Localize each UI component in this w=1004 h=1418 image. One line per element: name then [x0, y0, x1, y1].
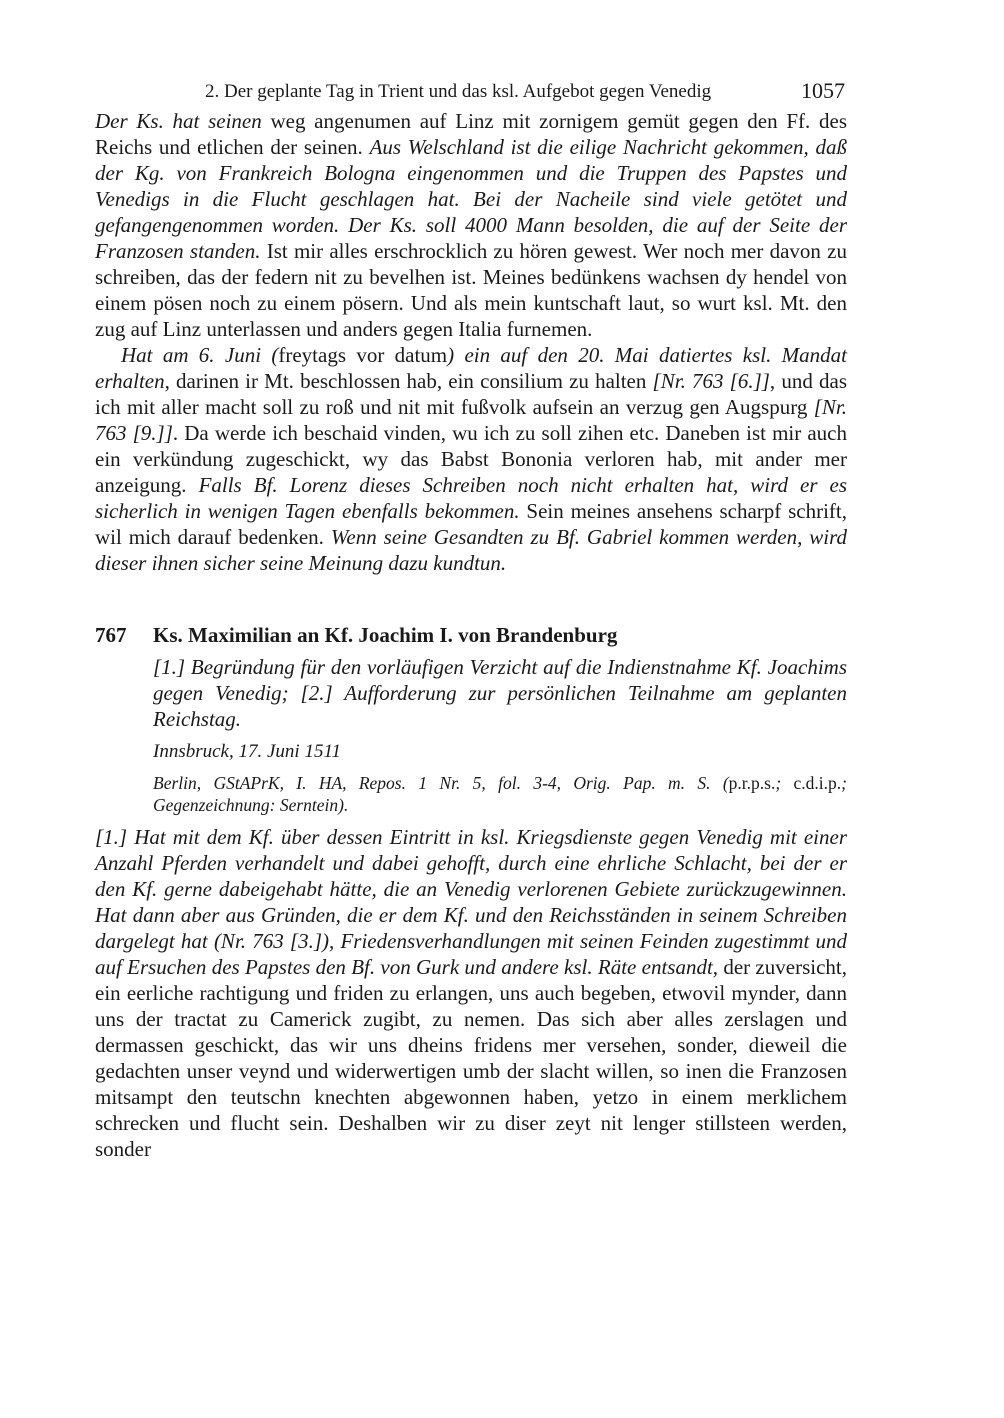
text-span: . Da werde ich beschaid vinden, wu ich zu soll zihen etc. Daneben ist mir auch ein verkündung zugeschickt, wy das Babst Bononia verloren hab, mit ander mer anzeigung.: [95, 421, 847, 497]
page: [95, 78, 847, 1162]
text-span: Ist mir alles erschrocklich zu hören gewest. Wer noch mer davon zu schreiben, das der federn nit zu bevelhen ist. Meines bedünkens wachsen dy hendel von einem pösen noch zu einem pösern. Und als mein kuntschaft laut, so wurt ksl. Mt. den zug auf Linz unterlassen und anders gegen Italia furnemen.: [95, 239, 847, 341]
text-span: ; Gegenzeichnung: Serntein).: [153, 773, 847, 815]
document-entry: [95, 622, 847, 816]
document-heading: [95, 622, 847, 648]
running-header: [95, 78, 847, 108]
text-span: Falls Bf. Lorenz dieses Schreiben noch nicht erhalten hat, wird er es sicherlich in wenigen Tagen ebenfalls bekommen.: [95, 473, 847, 523]
text-span: Hat am 6. Juni (: [121, 343, 279, 367]
document-date: Innsbruck, 17. Juni 1511: [153, 741, 342, 762]
text-span: Berlin, GStAPrK, I. HA, Repos. 1 Nr. 5, fol. 3-4, Orig. Pap. m. S. (: [153, 773, 729, 793]
text-span: [1.] Hat mit dem Kf. über dessen Eintritt in ksl. Kriegsdienste gegen Venedig mit einer Anzahl Pferden verhandelt und dabei gehofft, durch eine ehrliche Schlacht, bei der er den Kf. gerne dabeigehabt hätte, die an Venedig verlorenen Gebiete zurückzugewinnen. Hat dann aber aus Gründen, die er dem Kf. und den Reichsständen in seinem Schreiben dargelegt hat (Nr. 763 [3.]), Friedensverhandlungen mit seinen Feinden zugestimmt und auf Ersuchen des Papstes den Bf. von Gurk und andere ksl. Räte entsandt,: [95, 825, 847, 979]
text-span: [Nr. 763 [9.]]: [95, 395, 847, 445]
text-span: Der Ks. hat seinen: [95, 109, 262, 133]
running-title: 2. Der geplante Tag in Trient und das ksl. Aufgebot gegen Venedig: [205, 81, 712, 102]
text-span: der zuversicht, ein eerliche rachtigung und friden zu erlangen, uns auch begeben, etwovil mynder, dann uns der tractat zu Camerick zugibt, zu nemen. Das sich aber alles zerslagen und dermassen geschickt, das wir uns dheins fridens mer versehen, sonder, dieweil die gedachten unser veynd und widerwertigen umb der slacht willen, so inen die Franzosen mitsampt den teutschn knechten abgewonnen haben, yetzo in einem merklichem schrecken und flucht sein. Deshalben wir zu diser zeyt nit lenger stillsteen werden, sonder: [95, 955, 847, 1161]
document-meta: [153, 654, 847, 816]
text-span: p.r.p.s.: [728, 773, 776, 793]
document-source: [153, 772, 847, 816]
document-title: Ks. Maximilian an Kf. Joachim I. von Brandenburg: [153, 623, 618, 647]
text-span: Wenn seine Gesandten zu Bf. Gabriel kommen werden, wird dieser ihnen sicher seine Meinung dazu kundtun.: [95, 525, 847, 575]
paragraph-3: [95, 824, 847, 1162]
document-number: 767: [95, 623, 127, 647]
text-span: c.d.i.p.: [793, 773, 842, 793]
text-span: [Nr. 763 [6.]]: [652, 369, 770, 393]
text-span: , und das ich mit aller macht soll zu roß und nit mit fußvolk aufsein an verzug gen Augspurg: [95, 369, 847, 419]
text-span: darinen ir Mt. beschlossen hab, ein consilium zu halten: [169, 369, 653, 393]
text-span: ;: [775, 773, 794, 793]
document-regest: [1.] Begründung für den vorläufigen Verzicht auf die Indienstnahme Kf. Joachims gegen Venedig; [2.] Aufforderung zur persönlichen Teilnahme am geplanten Reichstag.: [153, 655, 847, 731]
text-span: freytags vor datum: [278, 343, 448, 367]
paragraph-2: [95, 342, 847, 576]
text-span: weg angenumen auf Linz mit zornigem gemüt gegen den Ff. des Reichs und etlichen der seinen.: [95, 109, 847, 159]
text-span: ) ein auf den 20. Mai datiertes ksl. Mandat erhalten,: [95, 343, 847, 393]
page-number: 1057: [801, 78, 845, 103]
paragraph-1: [95, 108, 847, 342]
text-span: Aus Welschland ist die eilige Nachricht gekommen, daß der Kg. von Frankreich Bologna eingenommen und die Truppen des Papstes und Venedigs in die Flucht geschlagen hat. Bei der Nacheile sind viele getötet und gefangengenommen worden. Der Ks. soll 4000 Mann besolden, die auf der Seite der Franzosen standen.: [95, 135, 847, 263]
text-span: Sein meines ansehens scharpf schrift, wil mich darauf bedenken.: [95, 499, 848, 549]
